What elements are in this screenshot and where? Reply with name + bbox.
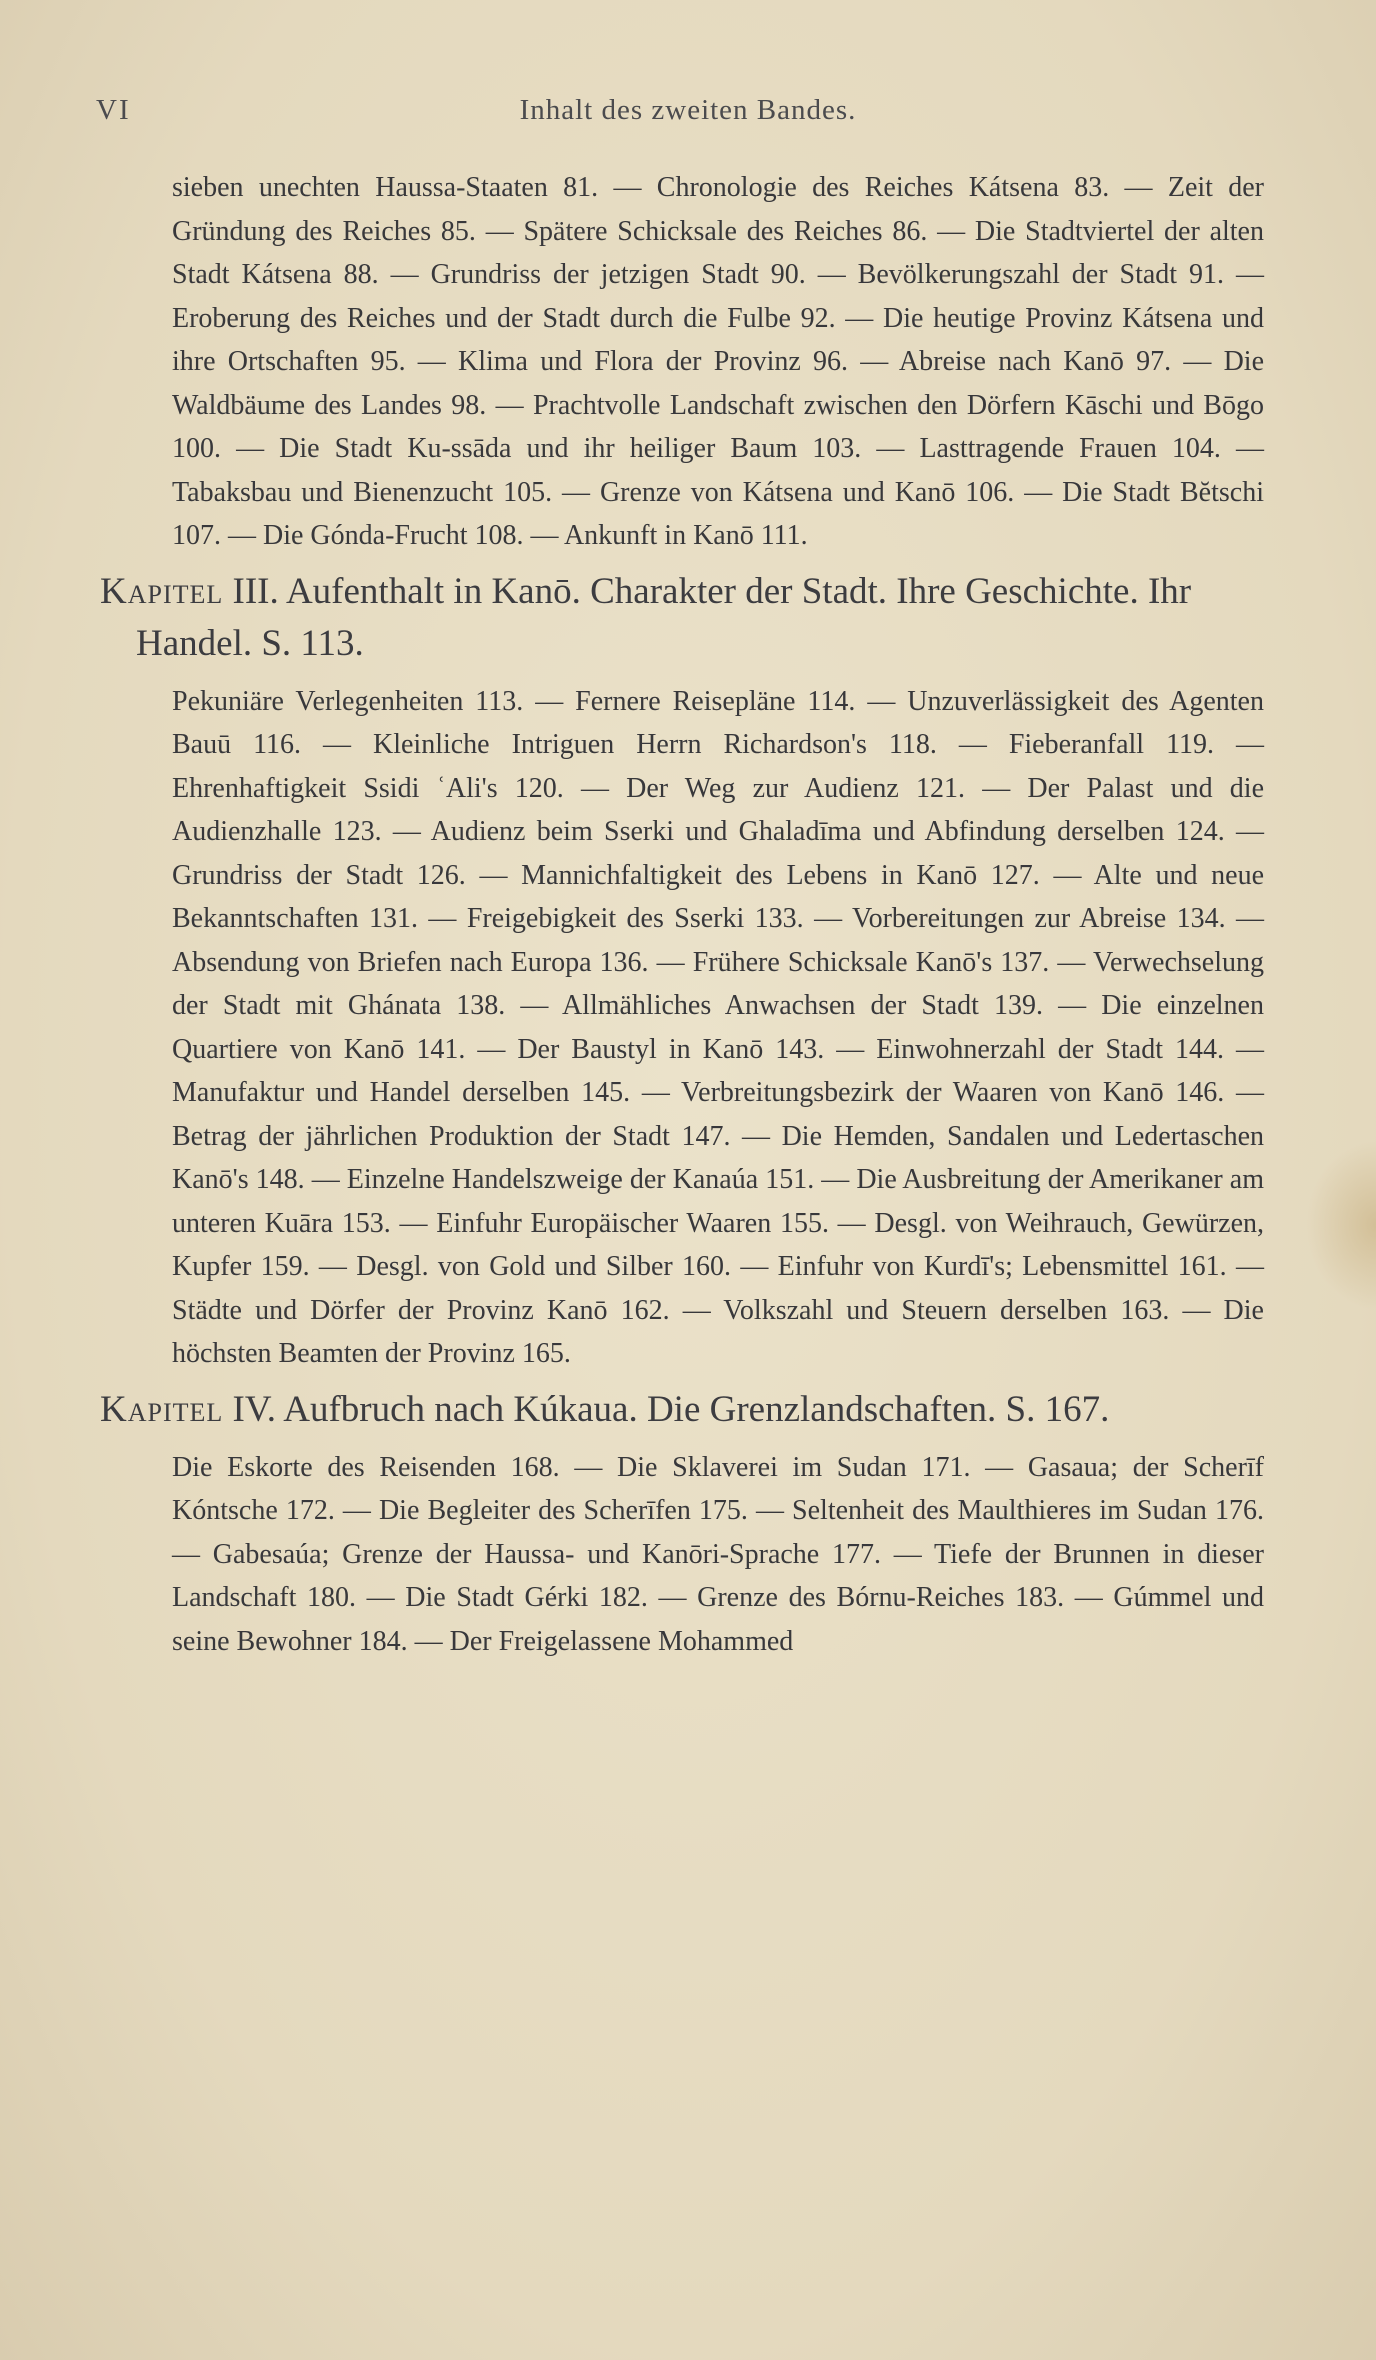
table-of-contents <box>100 166 1264 1663</box>
chapter-heading-iv <box>100 1384 1264 1436</box>
chapter-number: III. <box>232 570 279 612</box>
paper-stain <box>1306 1140 1376 1310</box>
chapter-number: IV. <box>232 1388 277 1430</box>
chapter-label: Kapitel <box>100 1388 224 1430</box>
running-title: Inhalt des zweiten Bandes. <box>519 94 857 126</box>
chapter-heading-iii <box>100 566 1264 670</box>
chapter-iv-summary: Die Eskorte des Reisenden 168. — Die Sklaverei im Sudan 171. — Gasaua; der Scherīf Kóntsche 172. — Die Begleiter des Scherīfen 175. — Seltenheit des Maulthieres im Sudan 176. — Gabesaúa; Grenze der Haussa- und Kanōri-Sprache 177. — Tiefe der Brunnen in dieser Landschaft 180. — Die Stadt Gérki 182. — Grenze des Bórnu-Reiches 183. — Gúmmel und seine Bewohner 184. — Der Freigelassene Mohammed <box>172 1451 1264 1657</box>
chapter-label: Kapitel <box>100 570 224 612</box>
running-head <box>96 94 1280 134</box>
page-number: VI <box>96 94 131 126</box>
chapter-title: Aufenthalt in Kanō. Charakter der Stadt. Ihre Geschichte. Ihr Handel. S. 113. <box>136 570 1192 664</box>
chapter-iii-summary: Pekuniäre Verlegenheiten 113. — Fernere Reisepläne 114. — Unzuverlässigkeit des Agenten Bauū 116. — Kleinliche Intriguen Herrn Richardson's 118. — Fieberanfall 119. — Ehrenhaftigkeit Ssidi ʿAli's 120. — Der Weg zur Audienz 121. — Der Palast und die Audienzhalle 123. — Audienz beim Sserki und Ghaladīma und Abfindung derselben 124. — Grundriss der Stadt 126. — Mannichfaltigkeit des Lebens in Kanō 127. — Alte und neue Bekanntschaften 131. — Freigebigkeit des Sserki 133. — Vorbereitungen zur Abreise 134. — Absendung von Briefen nach Europa 136. — Frühere Schicksale Kanō's 137. — Verwechselung der Stadt mit Ghánata 138. — Allmähliches Anwachsen der Stadt 139. — Die einzelnen Quartiere von Kanō 141. — Der Baustyl in Kanō 143. — Einwohnerzahl der Stadt 144. — Manufaktur und Handel derselben 145. — Verbreitungsbezirk der Waaren von Kanō 146. — Betrag der jährlichen Produktion der Stadt 147. — Die Hemden, Sandalen und Ledertaschen Kanō's 148. — Einzelne Handelszweige der Kanaúa 151. — Die Ausbreitung der Amerikaner am unteren Kuāra 153. — Einfuhr Europäischer Waaren 155. — Desgl. von Weihrauch, Gewürzen, Kupfer 159. — Desgl. von Gold und Silber 160. — Einfuhr von Kurdī's; Lebensmittel 161. — Städte und Dörfer der Provinz Kanō 162. — Volkszahl und Steuern derselben 163. — Die höchsten Beamten der Provinz 165. <box>172 685 1264 1369</box>
chapter-ii-summary-continued: sieben unechten Haussa-Staaten 81. — Chronologie des Reiches Kátsena 83. — Zeit der Gründung des Reiches 85. — Spätere Schicksale des Reiches 86. — Die Stadtviertel der alten Stadt Kátsena 88. — Grundriss der jetzigen Stadt 90. — Bevölkerungszahl der Stadt 91. — Eroberung des Reiches und der Stadt durch die Fulbe 92. — Die heutige Provinz Kátsena und ihre Ortschaften 95. — Klima und Flora der Provinz 96. — Abreise nach Kanō 97. — Die Waldbäume des Landes 98. — Prachtvolle Landschaft zwischen den Dörfern Kāschi und Bōgo 100. — Die Stadt Ku-ssāda und ihr heiliger Baum 103. — Lasttragende Frauen 104. — Tabaksbau und Bienenzucht 105. — Grenze von Kátsena und Kanō 106. — Die Stadt Bĕtschi 107. — Die Gónda-Frucht 108. — Ankunft in Kanō 111. <box>172 172 1264 551</box>
chapter-title: Aufbruch nach Kúkaua. Die Grenzlandschaften. S. 167. <box>283 1388 1110 1430</box>
